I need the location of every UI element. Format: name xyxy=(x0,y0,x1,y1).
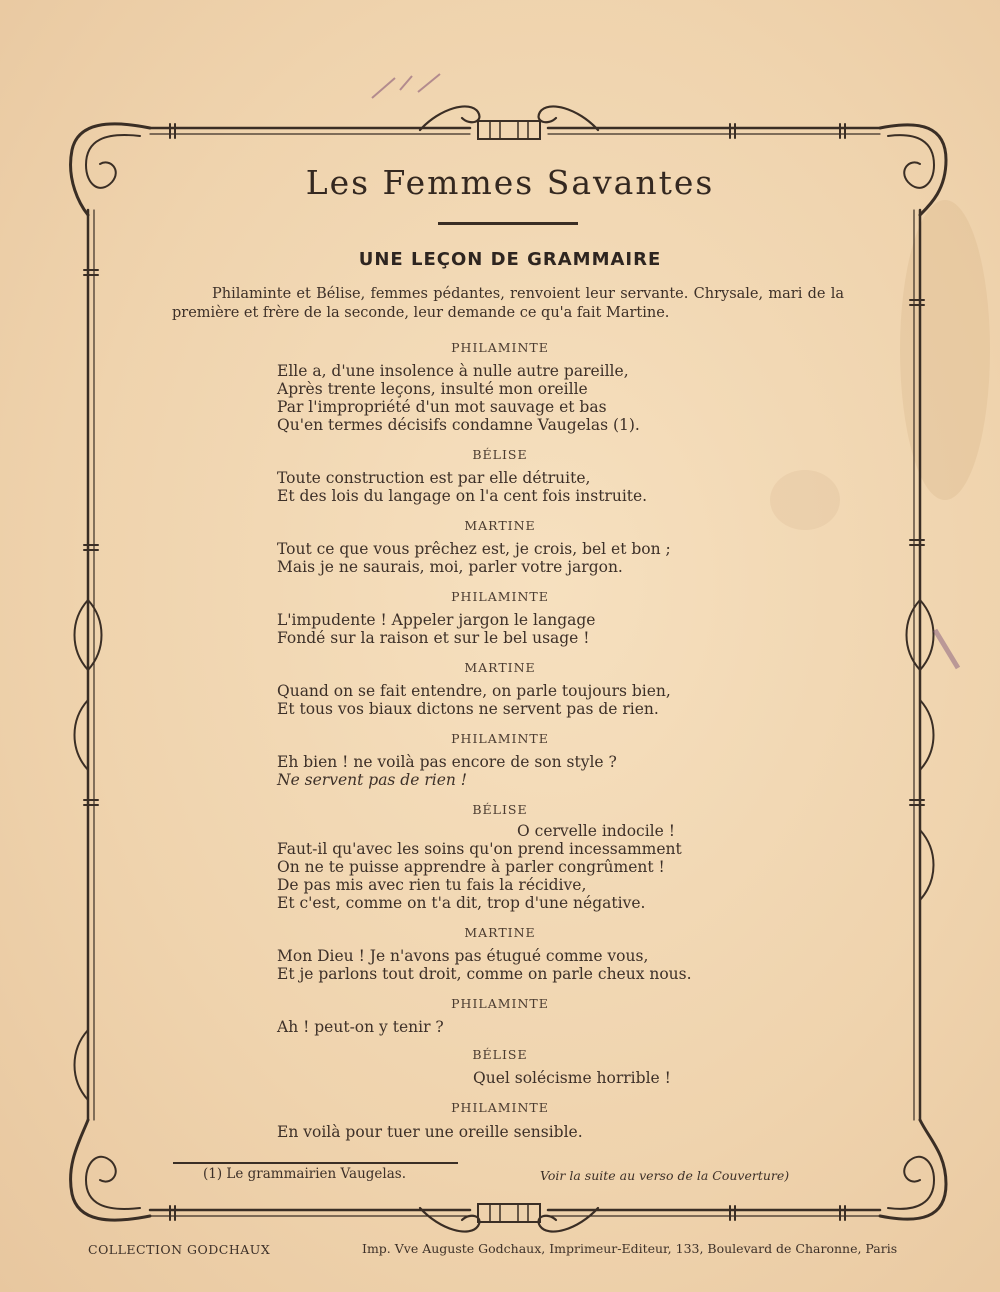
verse-block xyxy=(277,947,737,983)
speaker-label: MARTINE xyxy=(464,518,536,533)
document-subtitle: UNE LEÇON DE GRAMMAIRE xyxy=(358,249,662,270)
speaker-label: PHILAMINTE xyxy=(451,731,549,746)
document-title: Les Femmes Savantes xyxy=(305,163,715,202)
verse-line: Après trente leçons, insulté mon oreille xyxy=(277,380,588,398)
speaker-label: MARTINE xyxy=(464,660,536,675)
verse-line: Et je parlons tout droit, comme on parle cheux nous. xyxy=(277,965,692,983)
verse-block xyxy=(277,822,737,912)
verse-line: Toute construction est par elle détruite, xyxy=(277,469,591,487)
verse-block xyxy=(277,1123,737,1141)
verse-block xyxy=(277,540,737,576)
verse-line: Ah ! peut-on y tenir ? xyxy=(277,1018,444,1036)
footnote: (1) Le grammairien Vaugelas. xyxy=(203,1166,406,1182)
verse-line: Mon Dieu ! Je n'avons pas étugué comme vous, xyxy=(277,947,649,965)
speaker-label: BÉLISE xyxy=(472,802,528,817)
verse-line: Et c'est, comme on t'a dit, trop d'une négative. xyxy=(277,894,646,912)
verse-block xyxy=(277,1018,737,1036)
verse-line: Ne servent pas de rien ! xyxy=(277,771,468,789)
verse-line: Faut-il qu'avec les soins qu'on prend incessamment xyxy=(277,840,682,858)
speaker-label: BÉLISE xyxy=(472,447,528,462)
speaker-label: BÉLISE xyxy=(472,1047,528,1062)
verse-line: Elle a, d'une insolence à nulle autre pareille, xyxy=(277,362,629,380)
verse-line: De pas mis avec rien tu fais la récidive, xyxy=(277,876,587,894)
speaker-label: PHILAMINTE xyxy=(451,589,549,604)
verse-block xyxy=(277,469,737,505)
collection-label: COLLECTION GODCHAUX xyxy=(88,1242,271,1257)
verse-line: L'impudente ! Appeler jargon le langage xyxy=(277,611,596,629)
verse-line: Fondé sur la raison et sur le bel usage ! xyxy=(277,629,590,647)
verse-line: Mais je ne saurais, moi, parler votre jargon. xyxy=(277,558,623,576)
verse-line: Par l'impropriété d'un mot sauvage et bas xyxy=(277,398,607,416)
verse-line: On ne te puisse apprendre à parler congrûment ! xyxy=(277,858,665,876)
verse-line: Qu'en termes décisifs condamne Vaugelas (1). xyxy=(277,416,640,434)
speaker-label: MARTINE xyxy=(464,925,536,940)
verse-block xyxy=(277,682,737,718)
verse-line: Eh bien ! ne voilà pas encore de son style ? xyxy=(277,753,617,771)
verse-block xyxy=(277,1069,737,1087)
verse-line: O cervelle indocile ! xyxy=(517,822,675,840)
verse-line: Et tous vos biaux dictons ne servent pas de rien. xyxy=(277,700,659,718)
verse-line: En voilà pour tuer une oreille sensible. xyxy=(277,1123,583,1141)
verse-line: Quand on se fait entendre, on parle toujours bien, xyxy=(277,682,671,700)
speaker-label: PHILAMINTE xyxy=(451,1100,549,1115)
verse-line: Quel solécisme horrible ! xyxy=(473,1069,671,1087)
intro-paragraph: Philaminte et Bélise, femmes pédantes, renvoient leur servante. Chrysale, mari de la première et frère de la seconde, leur demande ce qu'a fait Martine. xyxy=(172,286,844,321)
verse-block xyxy=(277,611,737,647)
speaker-label: PHILAMINTE xyxy=(451,340,549,355)
verse-line: Et des lois du langage on l'a cent fois instruite. xyxy=(277,487,648,505)
speaker-label: PHILAMINTE xyxy=(451,996,549,1011)
verse-block xyxy=(277,753,737,789)
verse-block xyxy=(277,362,737,434)
continuation-note: Voir la suite au verso de la Couverture) xyxy=(540,1168,790,1183)
title-underline xyxy=(438,222,578,225)
imprint-line: Imp. Vve Auguste Godchaux, Imprimeur-Editeur, 133, Boulevard de Charonne, Paris xyxy=(362,1241,898,1256)
footnote-rule xyxy=(173,1162,458,1164)
verse-line: Tout ce que vous prêchez est, je crois, bel et bon ; xyxy=(277,540,671,558)
